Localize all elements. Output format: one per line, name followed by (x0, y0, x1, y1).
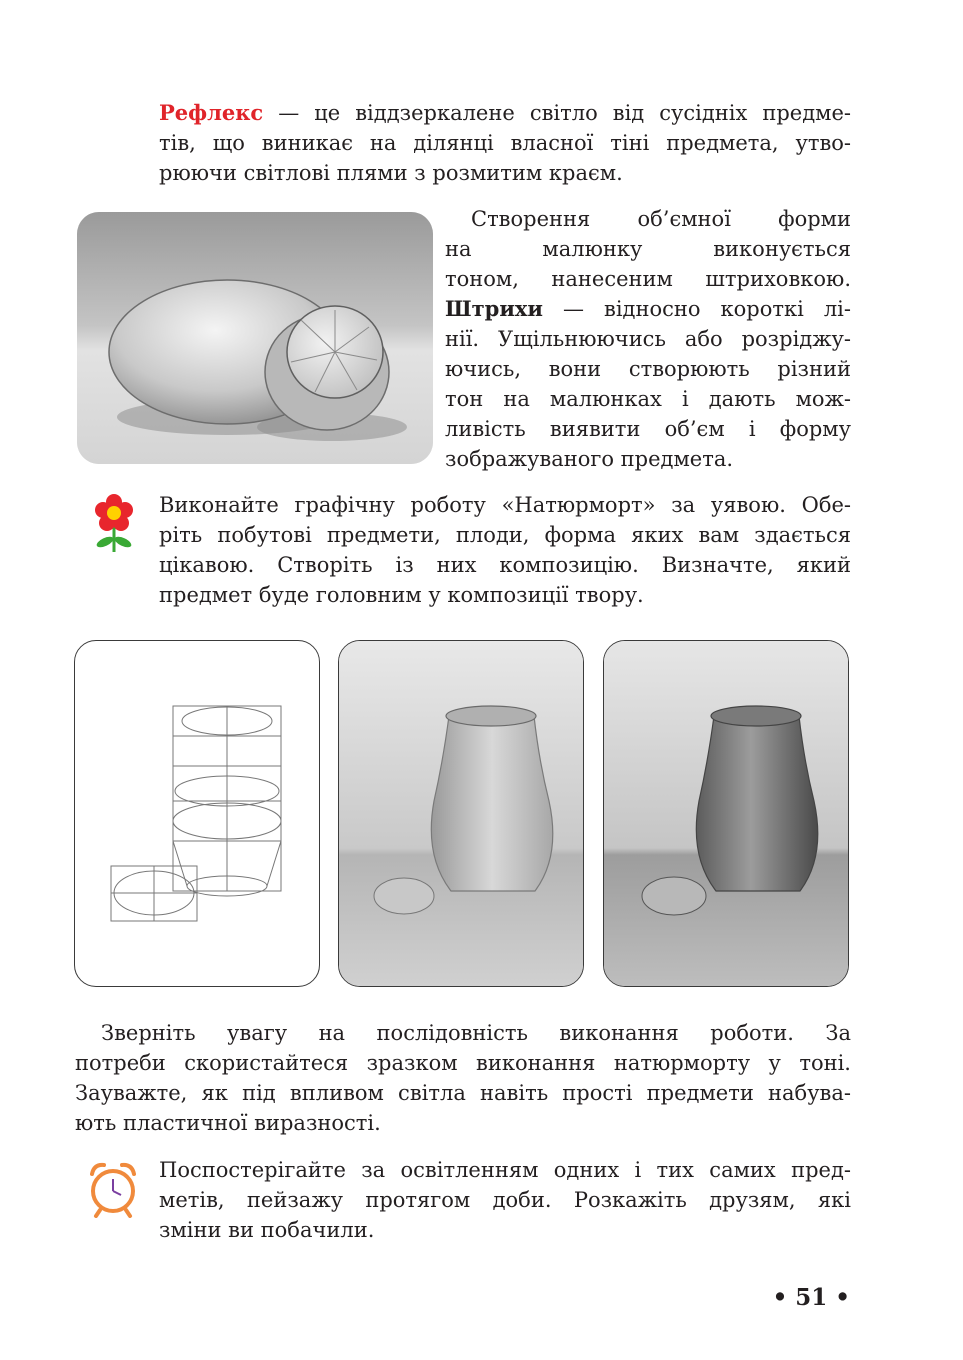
hatching-line-6: ючись, вони створюють різний (445, 357, 851, 381)
construction-sketch-panel (74, 640, 320, 987)
attention-text (75, 1018, 851, 1138)
hatching-term: Штрихи (445, 296, 543, 321)
reflex-term: Рефлекс (159, 100, 264, 125)
hatching-line-5: нії. Ущільнюючись або розріджу- (445, 327, 851, 351)
reflex-line-3: рюючи світлові плями з розмитим краєм. (159, 161, 623, 185)
hatching-line-7: тон на малюнках і дають мож- (445, 387, 851, 411)
task-line-2: ріть побутові предмети, плоди, форма яких вам здається (159, 523, 851, 547)
observe-line-1: Поспостерігайте за освітленням одних і тих самих пред- (159, 1158, 851, 1182)
full-tone-panel (603, 640, 849, 987)
task-line-3: цікавою. Створіть із них композицію. Визначте, який (159, 553, 851, 577)
observe-text (159, 1155, 851, 1245)
attention-line-4: ють пластичної виразності. (75, 1111, 381, 1135)
hatching-line-3: тоном, нанесеним штриховкою. (445, 267, 851, 291)
page-number: • 51 • (772, 1284, 850, 1311)
hatching-line-1: Створення об’ємної форми (471, 207, 851, 231)
flower-icon (92, 494, 136, 556)
attention-line-2: потреби скористайтеся зразком виконання натюрморту у тоні. (75, 1051, 851, 1075)
light-tone-panel (338, 640, 584, 987)
task-text (159, 490, 851, 610)
attention-line-3: Зауважте, як під впливом світла навіть прості предмети набува- (75, 1081, 851, 1105)
observe-line-3: зміни ви побачили. (159, 1218, 375, 1242)
attention-line-1: Зверніть увагу на послідовність виконання роботи. За (101, 1021, 851, 1045)
hatching-line-2: на малюнку виконується (445, 237, 851, 261)
task-line-4: предмет буде головним у композиції твору. (159, 583, 644, 607)
task-line-1: Виконайте графічну роботу «Натюрморт» за уявою. Обе- (159, 493, 851, 517)
reflex-line-2: тів, що виникає на ділянці власної тіні предмета, утво- (159, 131, 851, 155)
hatching-text (445, 204, 851, 474)
hatching-line-8: ливість виявити об’єм і форму (445, 417, 851, 441)
hatching-line-4: Штрихи — відносно короткі лі- (445, 296, 851, 321)
observe-line-2: метів, пейзажу протягом доби. Розкажіть друзям, які (159, 1188, 851, 1212)
reflex-line-1: Рефлекс — це віддзеркалене світло від сусідніх предме- (159, 100, 851, 125)
lemon-drawing-image (77, 212, 433, 464)
alarm-clock-icon (86, 1160, 140, 1218)
reflex-definition (159, 98, 851, 188)
hatching-line-9: зображуваного предмета. (445, 447, 734, 471)
